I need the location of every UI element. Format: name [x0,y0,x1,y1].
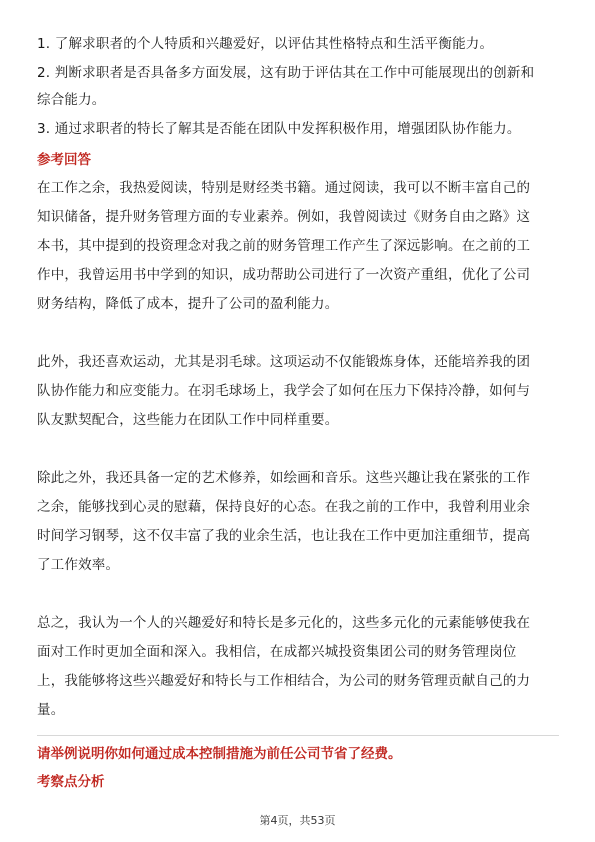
answer-paragraph-4-line-3: 上，我能够将这些兴趣爱好和特长与工作相结合，为公司的财务管理贡献自己的力 [37,673,531,689]
answer-paragraph-4-line-4: 量。 [37,702,65,718]
answer-paragraph-3-line-2: 之余，能够找到心灵的慰藉，保持良好的心态。在我之前的工作中，我曾利用业余 [37,499,531,515]
criteria-item-2: 2. 判断求职者是否具备多方面发展，这有助于评估其在工作中可能展现出的创新和 [37,65,535,81]
answer-paragraph-1-line-3: 本书，其中提到的投资理念对我之前的财务管理工作产生了深远影响。在之前的工 [37,238,531,254]
criteria-item-1: 1. 了解求职者的个人特质和兴趣爱好，以评估其性格特点和生活平衡能力。 [37,36,494,52]
next-question-heading: 请举例说明你如何通过成本控制措施为前任公司节省了经费。 [37,746,402,762]
answer-paragraph-3-line-1: 除此之外，我还具备一定的艺术修养，如绘画和音乐。这些兴趣让我在紧张的工作 [37,470,531,486]
answer-paragraph-1-line-5: 财务结构，降低了成本，提升了公司的盈利能力。 [37,296,339,312]
section-divider [37,735,559,736]
criteria-item-2-continuation: 综合能力。 [37,92,106,108]
answer-paragraph-4-line-1: 总之，我认为一个人的兴趣爱好和特长是多元化的，这些多元化的元素能够使我在 [37,615,531,631]
answer-paragraph-1-line-1: 在工作之余，我热爱阅读，特别是财经类书籍。通过阅读，我可以不断丰富自己的 [37,180,531,196]
reference-answer-heading: 参考回答 [37,152,91,168]
analysis-heading: 考察点分析 [37,774,105,790]
answer-paragraph-1-line-4: 作中，我曾运用书中学到的知识，成功帮助公司进行了一次资产重组，优化了公司 [37,267,531,283]
criteria-item-3: 3. 通过求职者的特长了解其是否能在团队中发挥积极作用，增强团队协作能力。 [37,121,521,137]
answer-paragraph-2-line-3: 队友默契配合，这些能力在团队工作中同样重要。 [37,412,339,428]
answer-paragraph-3-line-3: 时间学习钢琴，这不仅丰富了我的业余生活，也让我在工作中更加注重细节，提高 [37,528,531,544]
answer-paragraph-2-line-1: 此外，我还喜欢运动，尤其是羽毛球。这项运动不仅能锻炼身体，还能培养我的团 [37,354,531,370]
answer-paragraph-1-line-2: 知识储备，提升财务管理方面的专业素养。例如，我曾阅读过《财务自由之路》这 [37,209,531,225]
page-number-footer: 第4页，共53页 [259,814,336,827]
answer-paragraph-2-line-2: 队协作能力和应变能力。在羽毛球场上，我学会了如何在压力下保持冷静，如何与 [37,383,531,399]
answer-paragraph-3-line-4: 了工作效率。 [37,557,120,573]
answer-paragraph-4-line-2: 面对工作时更加全面和深入。我相信，在成都兴城投资集团公司的财务管理岗位 [37,644,517,660]
